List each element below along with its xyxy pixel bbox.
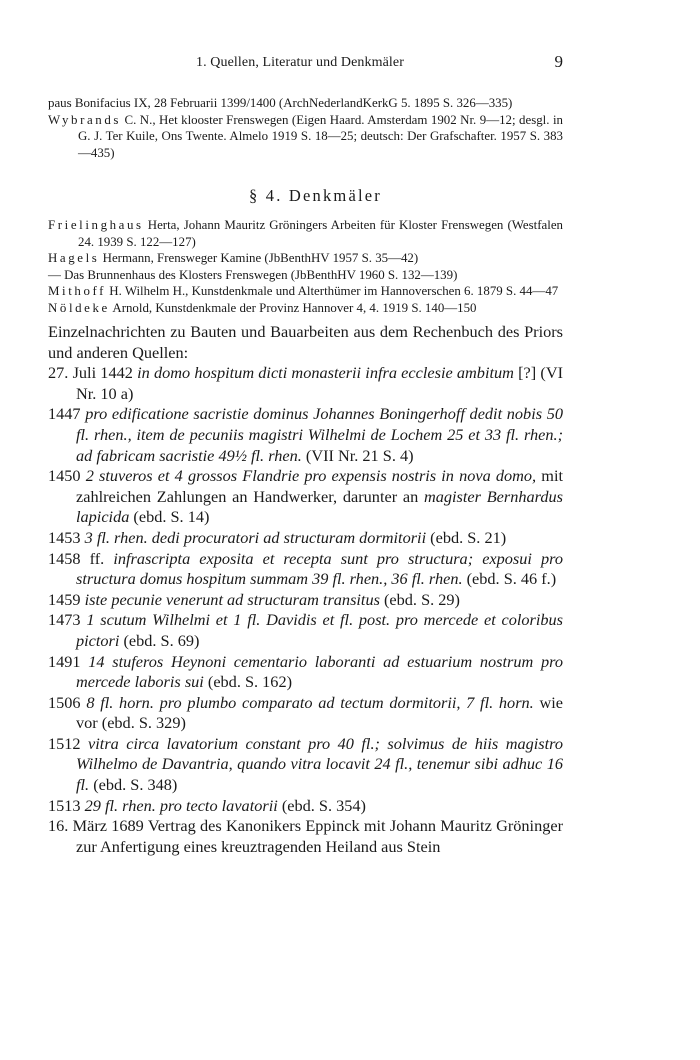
entry-text: [?] (VI Nr. 10 a)	[76, 363, 564, 403]
building-entry	[48, 404, 563, 466]
entry-text: wie vor (ebd. S. 329)	[76, 692, 563, 733]
entry-text: — Das Brunnenhaus des Klosters Frenswegen (JbBenthHV 1960 S. 132—139)	[48, 267, 458, 282]
literature-entry	[48, 250, 563, 267]
building-entry	[48, 528, 563, 549]
latin-quote: pro edificatione sacristie dominus Johannes Boningerhoff dedit nobis 50 fl. rhen., item de pecuniis magistri Wilhelmi de Lochem 25 et 33 fl. rhen.; ad fabricam sacristie 49½ fl. rhen.	[76, 404, 563, 465]
entry-text: (ebd. S. 21)	[426, 527, 507, 547]
building-entry	[48, 590, 563, 611]
literature-entry	[48, 267, 563, 284]
entry-text: (ebd. S. 29)	[379, 589, 460, 609]
entry-author: Wybrands	[48, 112, 122, 127]
building-entry	[48, 549, 563, 590]
entry-text: 1447	[48, 404, 86, 424]
entry-text: 1458 ff.	[48, 548, 114, 568]
entry-text: (VII Nr. 21 S. 4)	[301, 445, 414, 465]
entry-text: 1506	[48, 692, 87, 712]
page-content	[48, 95, 563, 857]
entry-text: (ebd. S. 354)	[277, 795, 366, 815]
building-entry	[48, 610, 563, 651]
literature-list-top	[48, 95, 563, 161]
literature-list-monuments	[48, 217, 563, 316]
entry-author: Nöldeke	[48, 300, 110, 315]
building-entry	[48, 652, 563, 693]
entry-text: (ebd. S. 14)	[129, 507, 210, 527]
latin-quote: 8 fl. horn. pro plumbo comparato ad tectum dormitorii, 7 fl. horn.	[86, 692, 534, 712]
running-title: 1. Quellen, Literatur und Denkmäler	[196, 55, 404, 70]
entry-text: H. Wilhelm H., Kunstdenkmale und Alterthümer im Hannoverschen 6. 1879 S. 44—47	[106, 284, 559, 298]
entry-author: Hagels	[48, 251, 100, 265]
building-entry	[48, 816, 563, 857]
entry-text: (ebd. S. 348)	[89, 775, 178, 795]
latin-quote: infrascripta exposita et recepta sunt pro structura; exposui pro structura domus hospitum summam 39 fl. rhen., 36 fl. rhen.	[76, 548, 564, 589]
entry-text: 16. März 1689 Vertrag des Kanonikers Eppinck mit Johann Mauritz Gröninger zur Anfertigung eines kreuztragenden Heiland aus Stein	[48, 816, 563, 856]
entry-text: 27. Juli 1442	[48, 363, 138, 383]
latin-quote: magister Bernhardus lapicida	[76, 486, 563, 527]
latin-quote: vitra circa lavatorium constant pro 40 fl.; solvimus de hiis magistro Wilhelmo de Davantria, quando vitra locavit 24 fl., tenemur sibi adhuc 16 fl.	[76, 733, 563, 795]
latin-quote: in domo hospitum dicti monasterii infra ecclesie ambitum	[137, 363, 514, 383]
building-entry	[48, 363, 563, 404]
latin-quote: 2 stuveros et 4 grossos Flandrie pro expensis nostris in nova domo,	[85, 466, 537, 486]
page-header	[48, 52, 563, 75]
entry-text: Herta, Johann Mauritz Gröningers Arbeiten für Kloster Frenswegen (Westfalen 24. 1939 S. 122—127)	[78, 218, 563, 249]
literature-entry	[48, 217, 563, 250]
latin-quote: 1 scutum Wilhelmi et 1 fl. Davidis et fl. post. pro mercede et coloribus pictori	[76, 610, 563, 650]
entry-text: (ebd. S. 162)	[203, 672, 293, 692]
latin-quote: 29 fl. rhen. pro tecto lavatorii	[84, 795, 278, 815]
latin-quote: iste pecunie venerunt ad structuram transitus	[84, 589, 380, 609]
latin-quote: 14 stuferos Heynoni cementario laboranti ad estuarium nostrum pro mercede laboris sui	[76, 651, 563, 692]
literature-entry	[48, 300, 563, 317]
building-entry	[48, 734, 563, 796]
entry-text: 1473	[48, 610, 87, 630]
entry-text: 1459	[48, 589, 85, 609]
entry-text: C. N., Het klooster Frenswegen (Eigen Haard. Amsterdam 1902 Nr. 9—12; desgl. in G. J. Ter Kuile, Ons Twente. Almelo 1919 S. 18—25; deutsch: Der Grafschafter. 1957 S. 383—435)	[78, 112, 563, 160]
entry-text: paus Bonifacius IX, 28 Februarii 1399/1400 (ArchNederlandKerkG 5. 1895 S. 326—335)	[48, 96, 513, 110]
entry-text: mit zahlreichen Zahlungen an Handwerker, darunter an	[76, 466, 563, 506]
entry-author: Frielinghaus	[48, 218, 144, 232]
entry-text: (ebd. S. 46 f.)	[462, 569, 557, 589]
building-notes	[48, 322, 563, 857]
entry-text: Hermann, Frensweger Kamine (JbBenthHV 1957 S. 35—42)	[99, 251, 419, 265]
building-entries-list	[48, 363, 563, 857]
building-entry	[48, 693, 563, 734]
entry-text: 1453	[48, 527, 85, 547]
literature-entry	[48, 283, 563, 300]
entry-text: 1512	[48, 733, 89, 753]
entry-text: 1450	[48, 466, 86, 486]
entry-text: Arnold, Kunstdenkmale der Provinz Hannover 4, 4. 1919 S. 140—150	[109, 300, 477, 315]
latin-quote: 3 fl. rhen. dedi procuratori ad structuram dormitorii	[84, 527, 427, 547]
entry-text: 1491	[48, 651, 89, 671]
building-entry	[48, 796, 563, 817]
entry-text: (ebd. S. 69)	[119, 630, 200, 650]
entry-author: Mithoff	[48, 284, 107, 298]
literature-entry	[48, 95, 563, 112]
building-entry	[48, 466, 563, 528]
entry-text: 1513	[48, 795, 85, 815]
intro-paragraph: Einzelnachrichten zu Bauten und Bauarbeiten aus dem Rechenbuch des Priors und anderen Quellen:	[48, 322, 563, 362]
page-number: 9	[554, 52, 563, 71]
literature-entry	[48, 112, 563, 162]
section-heading: § 4. Denkmäler	[249, 186, 382, 205]
